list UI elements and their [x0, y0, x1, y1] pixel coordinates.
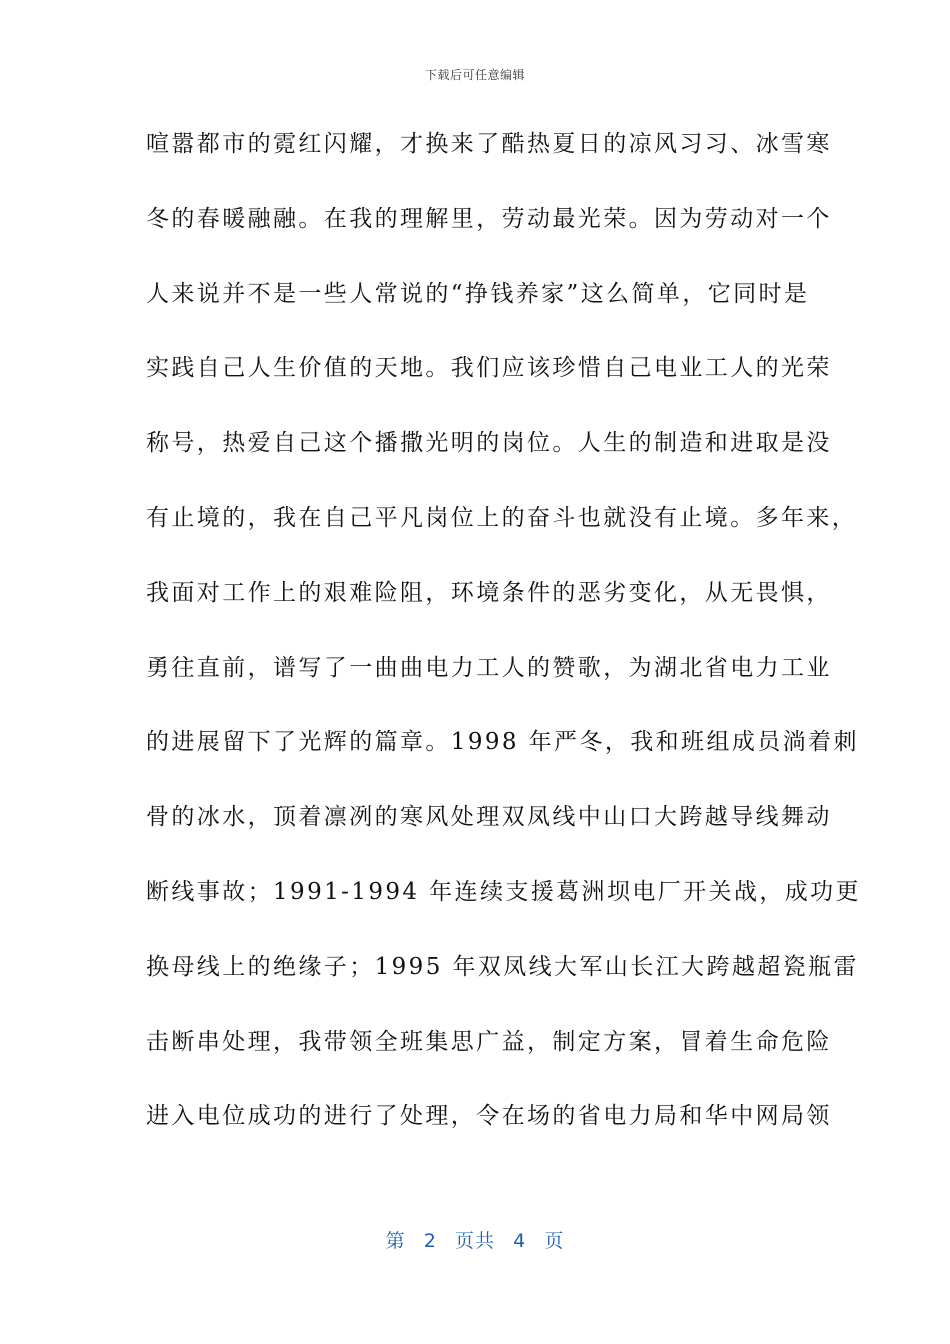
- text-line: 勇往直前，谱写了一曲曲电力工人的赞歌，为湖北省电力工业: [146, 654, 832, 681]
- text-line: 称号，热爱自己这个播撒光明的岗位。人生的制造和进取是没: [146, 430, 832, 457]
- text-line: 换母线上的绝缘子；1995 年双凤线大军山长江大跨越超瓷瓶雷: [146, 953, 859, 980]
- page-header: 下载后可任意编辑: [424, 68, 525, 82]
- text-line: 进入电位成功的进行了处理，令在场的省电力局和华中网局领: [146, 1103, 832, 1130]
- text-line: 冬的春暖融融。在我的理解里，劳动最光荣。因为劳动对一个: [146, 205, 832, 232]
- text-line: 骨的冰水，顶着凛冽的寒风处理双凤线中山口大跨越导线舞动: [146, 804, 832, 831]
- footer-suffix: 页: [544, 1230, 565, 1252]
- footer-prefix: 第: [385, 1230, 406, 1252]
- footer-current-page: 2: [423, 1230, 437, 1252]
- footer-middle: 页共: [454, 1230, 495, 1252]
- text-line: 有止境的，我在自己平凡岗位上的奋斗也就没有止境。多年来，: [146, 504, 858, 531]
- page-footer: [0, 1226, 950, 1253]
- text-line: 断线事故；1991-1994 年连续支援葛洲坝电厂开关战，成功更: [146, 878, 861, 905]
- footer-total-pages: 4: [513, 1230, 527, 1252]
- text-line: 我面对工作上的艰难险阻，环境条件的恶劣变化，从无畏惧，: [146, 579, 832, 606]
- body-text: [146, 122, 861, 1169]
- text-line: 人来说并不是一些人常说的“挣钱养家”这么简单，它同时是: [146, 280, 810, 307]
- text-line: 实践自己人生价值的天地。我们应该珍惜自己电业工人的光荣: [146, 355, 832, 382]
- text-line: 击断串处理，我带领全班集思广益，制定方案，冒着生命危险: [146, 1028, 832, 1055]
- text-line: 的进展留下了光辉的篇章。1998 年严冬，我和班组成员淌着刺: [146, 729, 859, 756]
- text-line: 喧嚣都市的霓红闪耀，才换来了酷热夏日的凉风习习、冰雪寒: [146, 131, 832, 157]
